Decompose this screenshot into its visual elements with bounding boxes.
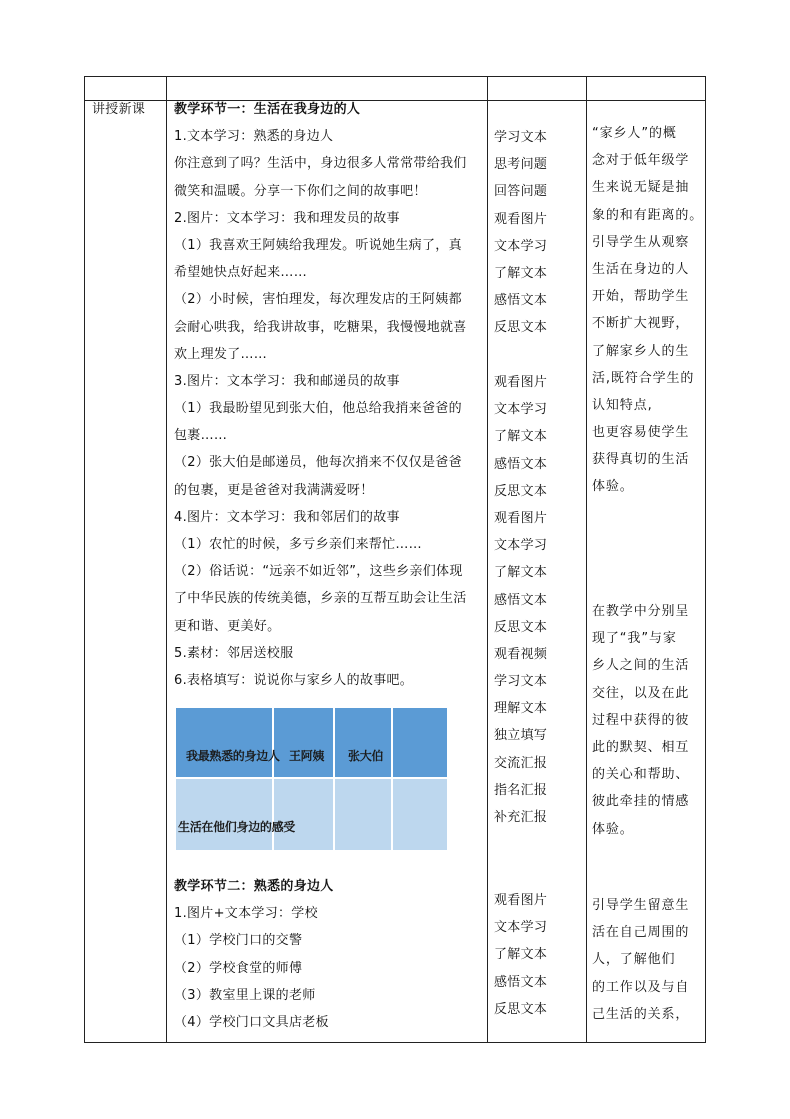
intent-line: 此的默契、相互	[592, 739, 690, 755]
intent-line: 也更容易使学生	[592, 425, 690, 441]
intent-line: 在教学中分别呈	[592, 604, 690, 619]
student-activity-group-2	[494, 369, 547, 831]
activity-item: 感悟文本	[494, 456, 548, 472]
design-intent-group-3	[592, 892, 704, 1028]
column-divider	[487, 76, 488, 1043]
intent-line: 体验。	[592, 479, 634, 495]
content-line: （2）张大伯是邮递员，他每次捎来不仅仅是爸爸	[174, 455, 462, 471]
intent-line: 引导学生从观察	[592, 234, 690, 250]
content-line: 更和谐、更美好。	[174, 618, 281, 634]
content-line: （1）学校门口的交警	[174, 933, 303, 949]
activity-item: 观看图片	[494, 375, 548, 390]
intent-line: 象的和有距离的。	[592, 207, 704, 223]
fill-table-column-divider	[333, 708, 335, 850]
student-activity-group-1	[494, 124, 547, 342]
activity-item: 反思文本	[494, 1001, 548, 1017]
fill-table-body-cell: 生活在他们身边的感受	[178, 820, 296, 834]
intent-line: 彼此牵挂的情感	[592, 794, 690, 810]
activity-item: 文本学习	[494, 238, 548, 254]
content-line: （2）俗话说：“远亲不如近邻”，这些乡亲们体现	[174, 564, 463, 580]
intent-line: 人，了解他们	[592, 952, 676, 968]
content-line: 会耐心哄我，给我讲故事，吃糖果，我慢慢地就喜	[174, 319, 467, 335]
intent-line: 生来说无疑是抽	[592, 180, 690, 196]
content-line: （2）小时候，害怕理发，每次理发店的王阿姨都	[174, 292, 462, 308]
column-divider	[84, 76, 85, 1043]
activity-item: 观看图片	[494, 893, 548, 908]
intent-line: 生活在身边的人	[592, 261, 690, 277]
intent-line: “家乡人”的概	[592, 126, 677, 141]
fill-table-header-cell: 张大伯	[348, 749, 384, 763]
intent-line: 过程中获得的彼	[592, 712, 690, 728]
fill-table-header-cell: 我最熟悉的身边人	[186, 749, 280, 763]
fill-table-row-divider	[176, 777, 447, 779]
intent-line: 体验。	[592, 821, 634, 837]
content-line: （1）我最盼望见到张大伯，他总给我捎来爸爸的	[174, 401, 462, 417]
intent-line: 的关心和帮助、	[592, 767, 690, 783]
activity-item: 观看图片	[494, 510, 548, 526]
content-line: （2）学校食堂的师傅	[174, 960, 303, 976]
activity-item: 观看图片	[494, 211, 548, 227]
activity-item: 了解文本	[494, 947, 548, 963]
segment-heading: 教学环节二：熟悉的身边人	[174, 879, 334, 894]
activity-item: 反思文本	[494, 619, 548, 635]
activity-item: 独立填写	[494, 728, 548, 744]
student-activity-group-3	[494, 887, 547, 1023]
activity-item: 反思文本	[494, 320, 548, 336]
section-label: 讲授新课	[92, 102, 146, 117]
intent-line: 交往，以及在此	[592, 685, 690, 701]
design-intent-group-1	[592, 120, 704, 501]
activity-item: 学习文本	[494, 130, 548, 145]
intent-line: 了解家乡人的生	[592, 343, 690, 359]
intent-line: 的工作以及与自	[592, 979, 690, 995]
activity-item: 感悟文本	[494, 974, 548, 990]
activity-item: 感悟文本	[494, 592, 548, 608]
column-divider	[166, 76, 167, 1043]
intent-line: 乡人之间的生活	[592, 658, 690, 674]
intent-line: 引导学生留意生	[592, 898, 690, 913]
content-line: 1.文本学习：熟悉的身边人	[174, 129, 334, 145]
activity-item: 学习文本	[494, 674, 548, 690]
design-intent-group-2	[592, 598, 704, 843]
content-line: 4.图片：文本学习：我和邻居们的故事	[174, 509, 400, 525]
activity-item: 补充汇报	[494, 810, 548, 825]
teaching-content-block-2	[174, 873, 334, 1036]
activity-item: 理解文本	[494, 701, 548, 717]
intent-line: 念对于低年级学	[592, 153, 690, 169]
table-bottom-border	[84, 1042, 706, 1043]
content-line: 5.素材：邻居送校服	[174, 645, 294, 661]
activity-item: 指名汇报	[494, 782, 548, 798]
segment-heading: 教学环节一：生活在我身边的人	[174, 102, 361, 117]
content-line: 2.图片：文本学习：我和理发员的故事	[174, 210, 400, 226]
activity-item: 反思文本	[494, 483, 548, 499]
activity-item: 文本学习	[494, 920, 548, 936]
intent-line: 己生活的关系，	[592, 1006, 690, 1022]
content-line: 3.图片：文本学习：我和邮递员的故事	[174, 373, 400, 389]
intent-line: 获得真切的生活	[592, 452, 690, 468]
intent-line: 开始，帮助学生	[592, 289, 690, 305]
activity-item: 了解文本	[494, 265, 548, 281]
intent-line: 活,既符合学生的	[592, 370, 695, 386]
content-line: 1.图片+文本学习：学校	[174, 906, 318, 922]
column-divider	[586, 76, 587, 1043]
activity-item: 文本学习	[494, 538, 548, 554]
content-line: 微笑和温暖。分享一下你们之间的故事吧！	[174, 183, 427, 199]
intent-line: 现了“我”与家	[592, 631, 677, 647]
content-line: （3）教室里上课的老师	[174, 987, 316, 1003]
content-line: 你注意到了吗？生活中，身边很多人常常带给我们	[174, 156, 467, 172]
content-line: （4）学校门口文具店老板	[174, 1014, 329, 1030]
activity-item: 交流汇报	[494, 755, 548, 771]
intent-line: 活在自己周围的	[592, 925, 690, 941]
fill-table-column-divider	[391, 708, 393, 850]
activity-item: 感悟文本	[494, 293, 548, 309]
intent-line: 认知特点,	[592, 397, 653, 413]
story-fill-table	[176, 708, 447, 850]
content-line: 的包裹，更是爸爸对我满满爱呀！	[174, 482, 374, 498]
activity-item: 了解文本	[494, 429, 548, 445]
content-line: 欢上理发了……	[174, 346, 268, 362]
content-line: （1）我喜欢王阿姨给我理发。听说她生病了，真	[174, 237, 462, 253]
content-line: 6.表格填写：说说你与家乡人的故事吧。	[174, 672, 414, 688]
fill-table-header-cell: 王阿姨	[289, 749, 325, 763]
activity-item: 文本学习	[494, 402, 548, 418]
fill-table-header-row	[176, 708, 447, 777]
content-line: 了中华民族的传统美德，乡亲的互帮互助会让生活	[174, 591, 467, 607]
fill-table-body-row	[176, 779, 447, 850]
intent-line: 不断扩大视野，	[592, 316, 690, 332]
activity-item: 观看视频	[494, 646, 548, 662]
activity-item: 思考问题	[494, 157, 548, 173]
content-line: 包裹……	[174, 428, 228, 444]
teaching-content-block-1	[174, 96, 467, 694]
column-divider	[705, 76, 706, 1043]
content-line: （1）农忙的时候，多亏乡亲们来帮忙……	[174, 537, 422, 552]
activity-item: 了解文本	[494, 565, 548, 581]
table-top-border	[84, 76, 706, 77]
activity-item: 回答问题	[494, 184, 548, 200]
content-line: 希望她快点好起来……	[174, 265, 307, 281]
